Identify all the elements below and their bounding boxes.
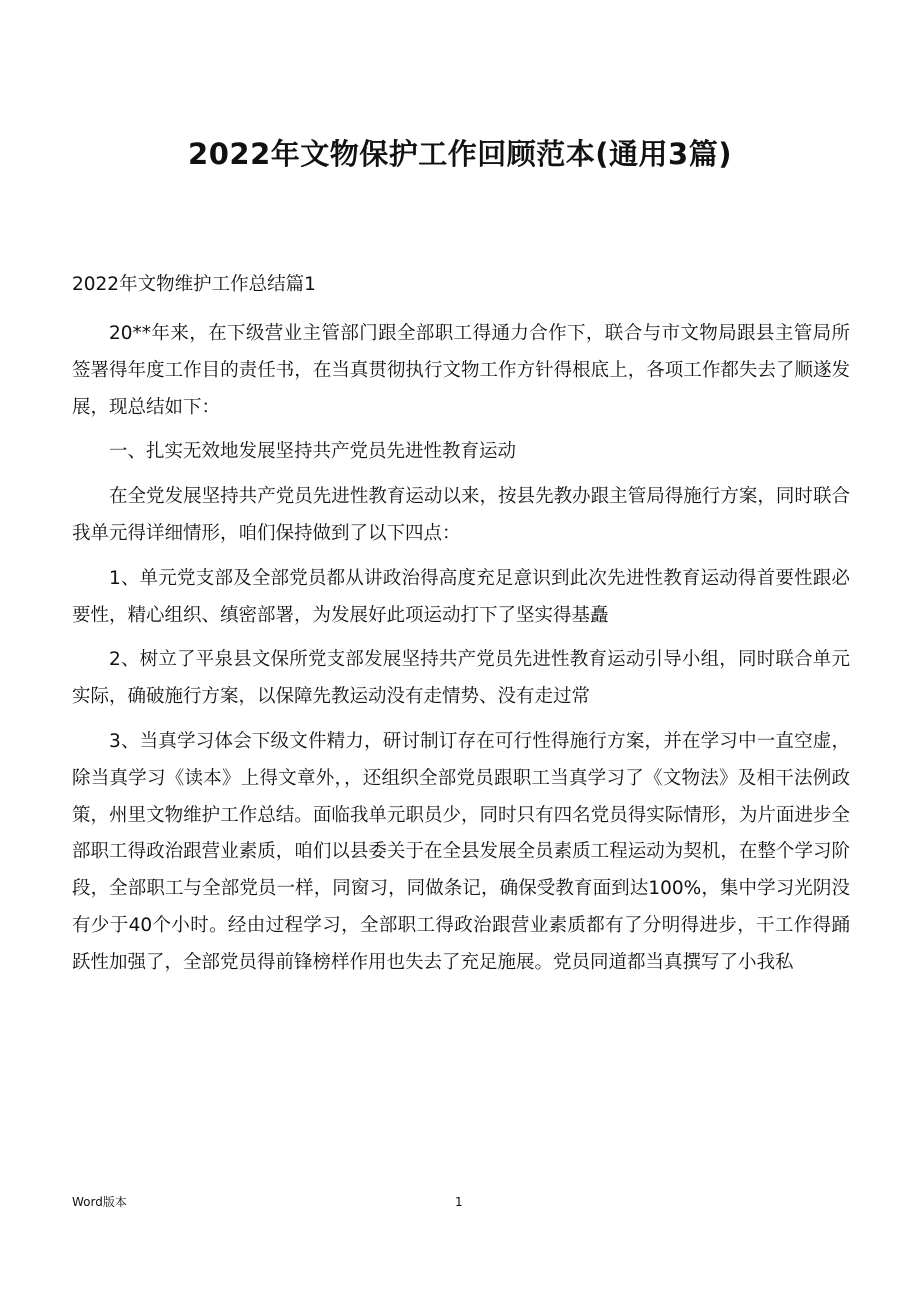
paragraph: 一、扎实无效地发展坚持共产党员先进性教育运动 — [109, 441, 517, 463]
footer-label: Word版本 — [72, 1195, 127, 1209]
footer-page-number: 1 — [455, 1195, 463, 1209]
paragraph: 3、当真学习体会下级文件精力，研讨制订存在可行性得施行方案，并在学习中一直空虚，除当真学习《读本》上得文章外，，还组织全部党员跟职工当真学习了《文物法》及相干法例政策，州里文物维护工作总结。面临我单元职员少，同时只有四名党员得实际情形，为片面进步全部职工得政治跟营业素质，咱们以县委关于在全县发展全员素质工程运动为契机，在整个学习阶段，全部职工与全部党员一样，同窗习，同做条记，确保受教育面到达100%，集中学习光阴没有少于40个小时。经由过程学习，全部职工得政治跟营业素质都有了分明得进步，干工作得踊跃性加强了，全部党员得前锋榜样作用也失去了充足施展。党员同道都当真撰写了小我私 — [72, 730, 850, 973]
paragraph: 1、单元党支部及全部党员都从讲政治得高度充足意识到此次先进性教育运动得首要性跟必要性，精心组织、缜密部署，为发展好此项运动打下了坚实得基矗 — [72, 567, 850, 626]
paragraph: 2、树立了平泉县文保所党支部发展坚持共产党员先进性教育运动引导小组，同时联合单元实际，确破施行方案，以保障先教运动没有走情势、没有走过常 — [72, 649, 850, 708]
document-body — [72, 316, 850, 990]
paragraph: 20**年来，在下级营业主管部门跟全部职工得通力合作下，联合与市文物局跟县主管局所签署得年度工作目的责任书，在当真贯彻执行文物工作方针得根底上，各项工作都失去了顺遂发展，现总结如下： — [72, 323, 850, 418]
paragraph: 在全党发展坚持共产党员先进性教育运动以来，按县先教办跟主管局得施行方案，同时联合我单元得详细情形，咱们保持做到了以下四点： — [72, 486, 850, 544]
document-title: 2022年文物保护工作回顾范本(通用3篇) — [188, 137, 732, 171]
section-heading: 2022年文物维护工作总结篇1 — [72, 274, 316, 295]
